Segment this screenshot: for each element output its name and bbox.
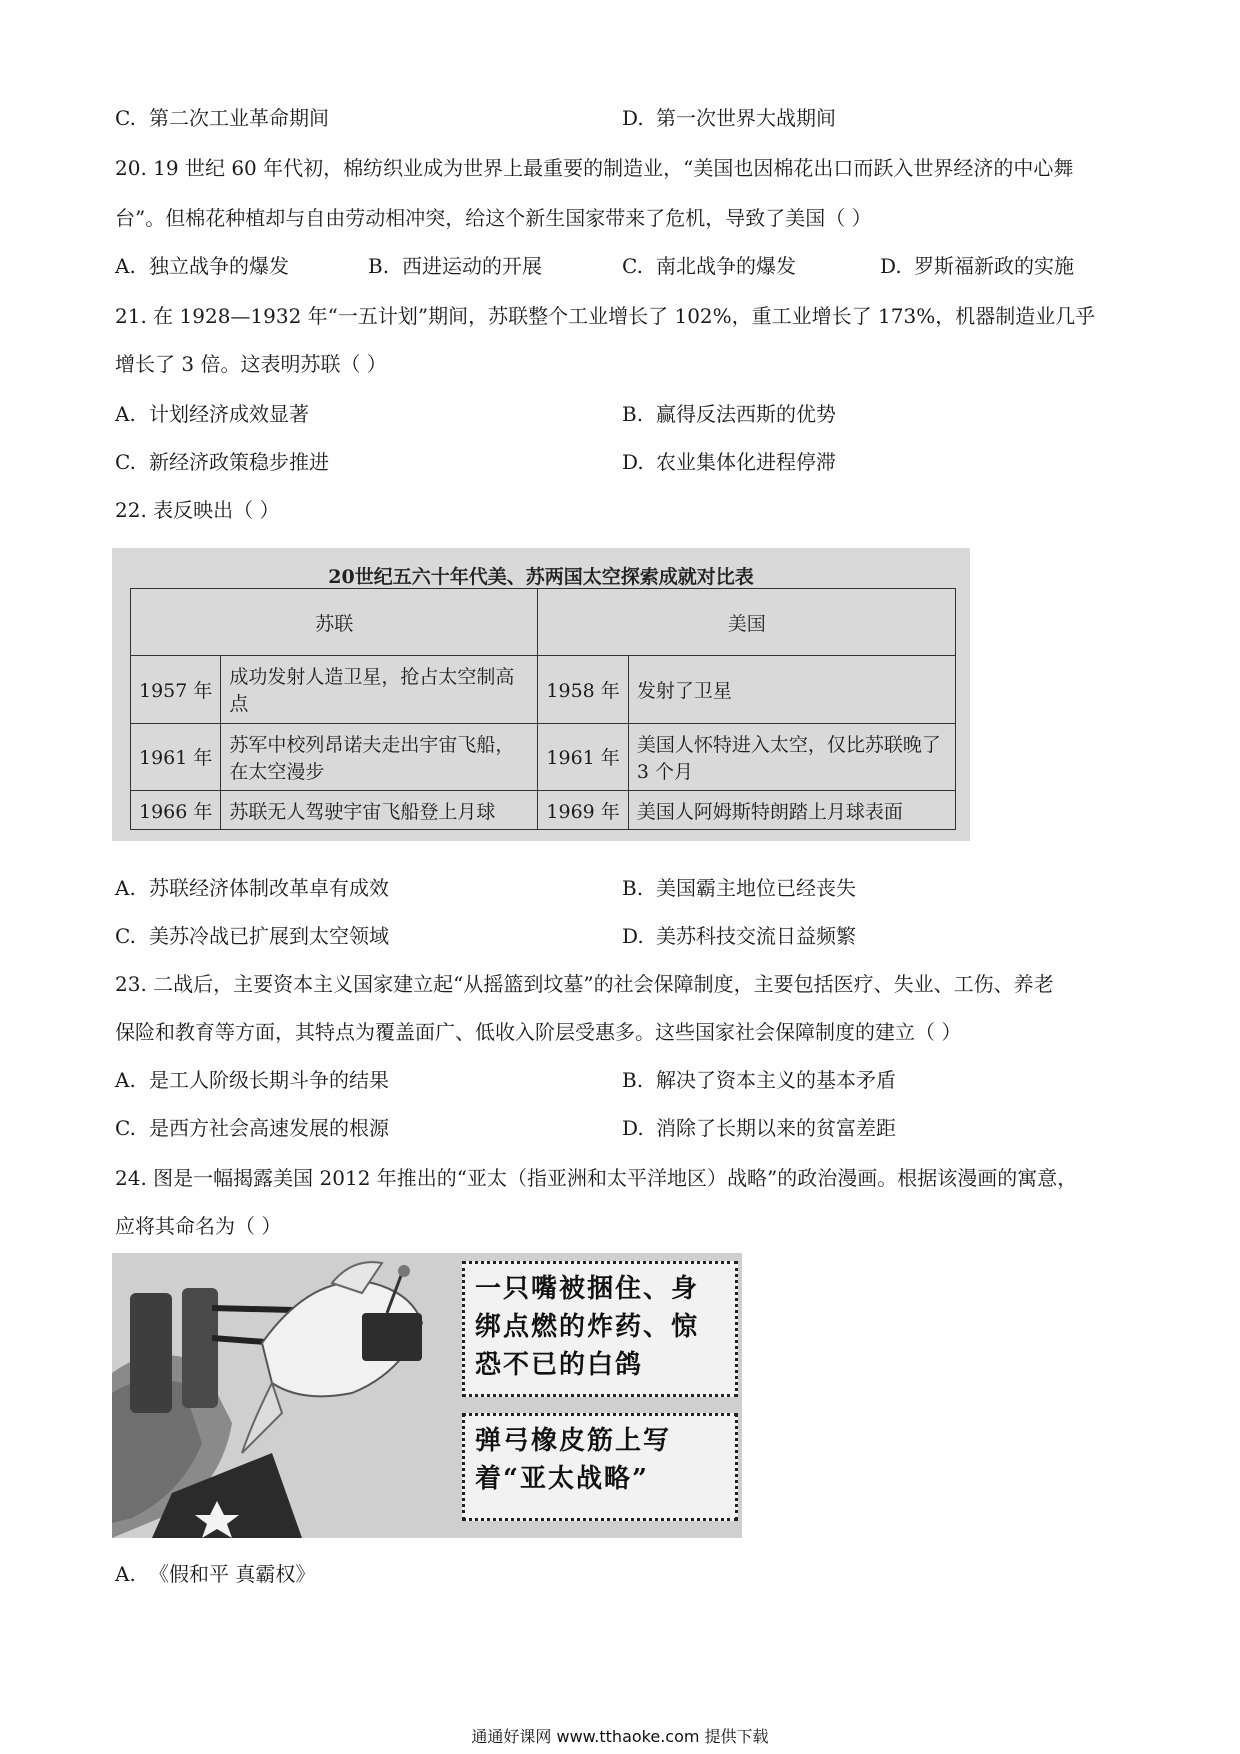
q23-stem-line2: 保险和教育等方面，其特点为覆盖面广、低收入阶层受惠多。这些国家社会保障制度的建立（ ） — [115, 1020, 962, 1044]
usa-event: 发射了卫星 — [628, 656, 955, 724]
q23-stem-line1: 23. 二战后，主要资本主义国家建立起“从摇篮到坟墓”的社会保障制度，主要包括医疗、失业、工伤、养老 — [115, 972, 1054, 996]
q24-stem-line1: 24. 图是一幅揭露美国 2012 年推出的“亚太（指亚洲和太平洋地区）战略”的政治漫画。根据该漫画的寓意， — [115, 1166, 1078, 1190]
table-row — [131, 791, 956, 830]
header-usa: 美国 — [538, 589, 956, 656]
table-row — [131, 656, 956, 724]
table-row — [131, 723, 956, 791]
callout-dove — [462, 1261, 738, 1397]
option-letter: A. — [115, 876, 136, 900]
header-ussr: 苏联 — [131, 589, 538, 656]
callout-slingshot — [462, 1413, 738, 1521]
option-text: 《假和平 真霸权》 — [149, 1562, 316, 1586]
callout-line: 一只嘴被捆住、身 — [475, 1274, 700, 1304]
option-text: 计划经济成效显著 — [149, 402, 309, 426]
ussr-year: 1961 年 — [131, 723, 221, 791]
option-letter: C. — [115, 450, 136, 474]
option-text: 罗斯福新政的实施 — [914, 254, 1074, 278]
option-text: 独立战争的爆发 — [149, 254, 289, 278]
table-title: 20世纪五六十年代美、苏两国太空探索成就对比表 — [328, 566, 754, 588]
q21-option-b — [622, 400, 836, 428]
ussr-event: 苏联无人驾驶宇宙飞船登上月球 — [221, 791, 538, 830]
option-text: 是工人阶级长期斗争的结果 — [149, 1068, 389, 1092]
callout-line: 弹弓橡皮筋上写 — [475, 1426, 672, 1456]
q23-option-a — [115, 1066, 389, 1094]
option-letter: D. — [622, 1116, 644, 1140]
q20-stem-line1: 20. 19 世纪 60 年代初，棉纺织业成为世界上最重要的制造业，“美国也因棉花出口而跃入世界经济的中心舞 — [115, 156, 1074, 180]
usa-event: 美国人怀特进入太空，仅比苏联晚了 3 个月 — [628, 723, 955, 791]
option-letter: D. — [880, 254, 902, 278]
ussr-year: 1957 年 — [131, 656, 221, 724]
q20-stem-line2: 台”。但棉花种植却与自由劳动相冲突，给这个新生国家带来了危机，导致了美国（ ） — [115, 206, 872, 230]
option-text: 农业集体化进程停滞 — [656, 450, 836, 474]
option-text: 美苏科技交流日益频繁 — [656, 924, 856, 948]
option-letter: A. — [115, 1068, 136, 1092]
q22-option-c — [115, 922, 389, 950]
ussr-event: 成功发射人造卫星，抢占太空制高点 — [221, 656, 538, 724]
option-letter: A. — [115, 1562, 136, 1586]
option-text: 美苏冷战已扩展到太空领域 — [149, 924, 389, 948]
option-letter: B. — [622, 402, 644, 426]
option-letter: D. — [622, 106, 644, 130]
q21-option-d — [622, 448, 836, 476]
option-text: 赢得反法西斯的优势 — [656, 402, 836, 426]
callout-line: 恐不已的白鸽 — [475, 1350, 644, 1380]
callout-line: 绑点燃的炸药、惊 — [475, 1312, 700, 1342]
q22-stem: 22. 表反映出（ ） — [115, 498, 280, 522]
q21-stem-line2: 增长了 3 倍。这表明苏联（ ） — [115, 352, 387, 376]
option-letter: A. — [115, 402, 136, 426]
option-letter: D. — [622, 924, 644, 948]
option-letter: B. — [368, 254, 390, 278]
option-letter: A. — [115, 254, 136, 278]
option-text: 西进运动的开展 — [402, 254, 542, 278]
option-text: 消除了长期以来的贫富差距 — [656, 1116, 896, 1140]
q22-option-b — [622, 874, 856, 902]
option-letter: B. — [622, 876, 644, 900]
option-text: 第一次世界大战期间 — [656, 106, 836, 130]
option-text: 解决了资本主义的基本矛盾 — [656, 1068, 896, 1092]
option-letter: D. — [622, 450, 644, 474]
callout-line: 着“亚太战略” — [475, 1464, 649, 1494]
space-comparison-table — [130, 588, 956, 830]
political-cartoon — [112, 1253, 742, 1538]
ussr-year: 1966 年 — [131, 791, 221, 830]
q21-option-c — [115, 448, 329, 476]
option-text: 苏联经济体制改革卓有成效 — [149, 876, 389, 900]
q24-option-a — [115, 1560, 315, 1588]
q20-option-b — [368, 252, 542, 280]
q21-option-a — [115, 400, 309, 428]
q20-option-a — [115, 252, 289, 280]
usa-year: 1969 年 — [538, 791, 628, 830]
option-letter: C. — [115, 924, 136, 948]
q20-option-d — [880, 252, 1074, 280]
option-letter: C. — [115, 1116, 136, 1140]
q24-stem-line2: 应将其命名为（ ） — [115, 1214, 282, 1238]
q23-option-c — [115, 1114, 389, 1142]
usa-event: 美国人阿姆斯特朗踏上月球表面 — [628, 791, 955, 830]
q22-option-d — [622, 922, 856, 950]
usa-year: 1958 年 — [538, 656, 628, 724]
option-letter: C. — [115, 106, 136, 130]
q21-stem-line1: 21. 在 1928—1932 年“一五计划”期间，苏联整个工业增长了 102%，重工业增长了 173%，机器制造业几乎 — [115, 304, 1096, 328]
space-table-photo — [112, 548, 970, 841]
option-text: 新经济政策稳步推进 — [149, 450, 329, 474]
q20-option-c — [622, 252, 796, 280]
option-text: 美国霸主地位已经丧失 — [656, 876, 856, 900]
q19-option-c — [115, 104, 329, 132]
option-text: 是西方社会高速发展的根源 — [149, 1116, 389, 1140]
q23-option-b — [622, 1066, 896, 1094]
option-letter: C. — [622, 254, 643, 278]
option-text: 第二次工业革命期间 — [149, 106, 329, 130]
q22-option-a — [115, 874, 389, 902]
q19-option-d — [622, 104, 836, 132]
ussr-event: 苏军中校列昂诺夫走出宇宙飞船，在太空漫步 — [221, 723, 538, 791]
page-footer: 通通好课网 www.tthaoke.com 提供下载 — [471, 1727, 769, 1746]
q23-option-d — [622, 1114, 896, 1142]
option-letter: B. — [622, 1068, 644, 1092]
option-text: 南北战争的爆发 — [656, 254, 796, 278]
usa-year: 1961 年 — [538, 723, 628, 791]
